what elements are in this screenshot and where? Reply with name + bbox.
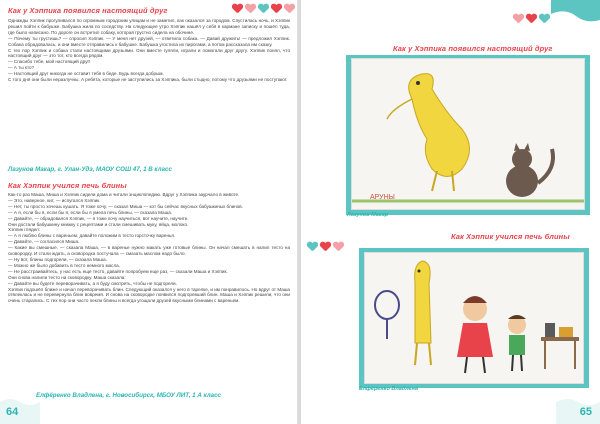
paragraph: Они снова налили тесто на сковородку. Маша сказала: bbox=[8, 274, 126, 280]
hearts-decoration bbox=[513, 14, 550, 24]
paragraph: — Давайте, — согласился Миша. bbox=[8, 239, 80, 245]
paragraph: — Какие вы смешные, — сказала Маша, — в варенье нужно макать уже готовые блины. Он начал смешать в налил тесто на сковородку. И стали ждать, а сковородка постучала — смазать маслом надо было. bbox=[8, 245, 290, 257]
paragraph: Как-то раз Маша, Миша и Хэппик сидели дома и читали энциклопедию. Вдруг у Хэппика заурчало в животе. bbox=[8, 192, 240, 197]
drawing1-signature: АРУНЫ bbox=[370, 194, 395, 201]
paragraph: — Давайте вы будете переворачивать, а я буду смотреть, чтобы не подгорели. bbox=[8, 280, 177, 286]
drawing1-giraffe-and-cat bbox=[351, 58, 585, 210]
right-page bbox=[301, 0, 600, 424]
page-number: 65 bbox=[579, 406, 592, 418]
heart-icon bbox=[284, 4, 295, 14]
story2-title: Как Хэппик учился печь блины bbox=[8, 181, 127, 190]
drawing2-caption: Елфёренко Владлена bbox=[359, 386, 418, 392]
paragraph: Они достали бабушкину книжку с рецептами и стали смешивать муку, яйца, молоко. bbox=[8, 221, 189, 227]
heart-icon bbox=[333, 242, 344, 252]
paragraph: — Это, наверное, кит, — испугался Хэппик. bbox=[8, 197, 101, 203]
paragraph: — Нет, ты просто хочешь кушать. Я тоже хочу, — сказал Миша — кот бы сейчас вкусных бабушкиных блинов. bbox=[8, 203, 244, 209]
drawing1-caption: Лазунов Макар bbox=[347, 212, 389, 218]
story1-text bbox=[8, 18, 290, 83]
heart-icon bbox=[232, 4, 243, 14]
hearts-decoration bbox=[232, 4, 295, 14]
paragraph: — Спасибо тебе, мой настоящий друг! bbox=[8, 59, 91, 65]
left-page bbox=[0, 0, 298, 424]
paragraph: Хэппик глядел: bbox=[8, 227, 41, 233]
wave-decoration bbox=[556, 396, 600, 424]
heart-icon bbox=[539, 14, 550, 24]
hearts-decoration bbox=[307, 242, 344, 252]
paragraph: С того дня они были неразлучны. А ребята, которые не заступились за Хэппика, были стыдно, потому что друзьями не поступают. bbox=[8, 77, 288, 83]
paragraph: — Почему ты грустишь? — спросил Хэппик. — У меня нет друзей, — ответила собака. — Давай дружить! — предложил Хэппик. Собака обрадовалась, и они вместе отправились к бабушке. Бабушка угостила их пирогами, а потом рассказала им сказку. bbox=[8, 35, 290, 47]
paragraph: — А я люблю блины с вареньем, давайте положим в тесто горсточку варенья. bbox=[8, 233, 176, 239]
paragraph: С тех пор Хэппик и собака стали настоящими друзьями. Они вместе гуляли, играли и помогали друг другу. Хэппик понял, что настоящий друг — это тот, кто всегда рядом. bbox=[8, 47, 290, 59]
paragraph: — Ну вот, блины подгорели, — сказала Маша. bbox=[8, 256, 107, 262]
paragraph: — А ты кто? bbox=[8, 65, 35, 71]
ribbon-decoration bbox=[551, 0, 600, 24]
page-number: 64 bbox=[6, 406, 19, 418]
paragraph: Однажды Хэппик прогуливался по огромным городским улицам и не заметил, как оказался за городом. Спустилась ночь, и Хэппик решил пойти к бабушке. Бабушка жила по соседству. На следующее утро Хэппик нашёл у себя в кармане записку и пошёл туда, где было написано. По дороге он встретил собаку, которая грустно сидела на обочине. bbox=[8, 18, 290, 35]
story2-author: Елфёренко Владлена, г. Новосибирск, МБОУ ЛИТ, 1 А класс bbox=[36, 392, 221, 399]
story2-text bbox=[8, 192, 290, 304]
heart-icon bbox=[513, 14, 524, 24]
paragraph: — А я, если бы я, если бы я, если бы я умела печь блины, — сказала Маша. bbox=[8, 209, 173, 215]
drawing2-illustration bbox=[365, 253, 584, 384]
story1-title: Как у Хэппика появился настоящий друг bbox=[8, 6, 168, 15]
drawing1-title: Как у Хэппика появился настоящий друг bbox=[393, 44, 553, 53]
heart-icon bbox=[258, 4, 269, 14]
heart-icon bbox=[526, 14, 537, 24]
heart-icon bbox=[320, 242, 331, 252]
heart-icon bbox=[307, 242, 318, 252]
paragraph: — Можно же было добавить в тесто немного масла. bbox=[8, 262, 120, 268]
drawing2-baking-scene bbox=[364, 252, 584, 384]
paragraph: — Не расстраивайтесь, у нас есть еще тесто, давайте попробуем еще раз, — сказали Маша и Хэппик. bbox=[8, 268, 228, 274]
heart-icon bbox=[271, 4, 282, 14]
paragraph: Хэппик подошёл ближе и начал переворачивать блин. Следующий оказался у него в тарелке, и им понравилось. Но вдруг от Маша отвлеклась и не перевернула блин вовремя. И снова на сковородке появился подгоревший блин. Маша и Хэппик решили, что они очень старались. С тех пор они часто пекли блины и всегда угощали друзей вкусными блинами с вареньем. bbox=[8, 286, 290, 304]
paragraph: — Настоящий друг никогда не оставит тебя в беде. Будь всегда добрым. bbox=[8, 71, 164, 77]
drawing2-title: Как Хэппик учился печь блины bbox=[451, 232, 570, 241]
paragraph: — Давайте, — обрадовался Хэппик, — я тоже хочу научиться, вот научите, научите. bbox=[8, 215, 189, 221]
story1-author: Лазунов Макар, г. Улан-Удэ, МАОУ СОШ 47, 1 В класс bbox=[8, 166, 172, 173]
heart-icon bbox=[245, 4, 256, 14]
drawing1-illustration bbox=[352, 59, 585, 210]
